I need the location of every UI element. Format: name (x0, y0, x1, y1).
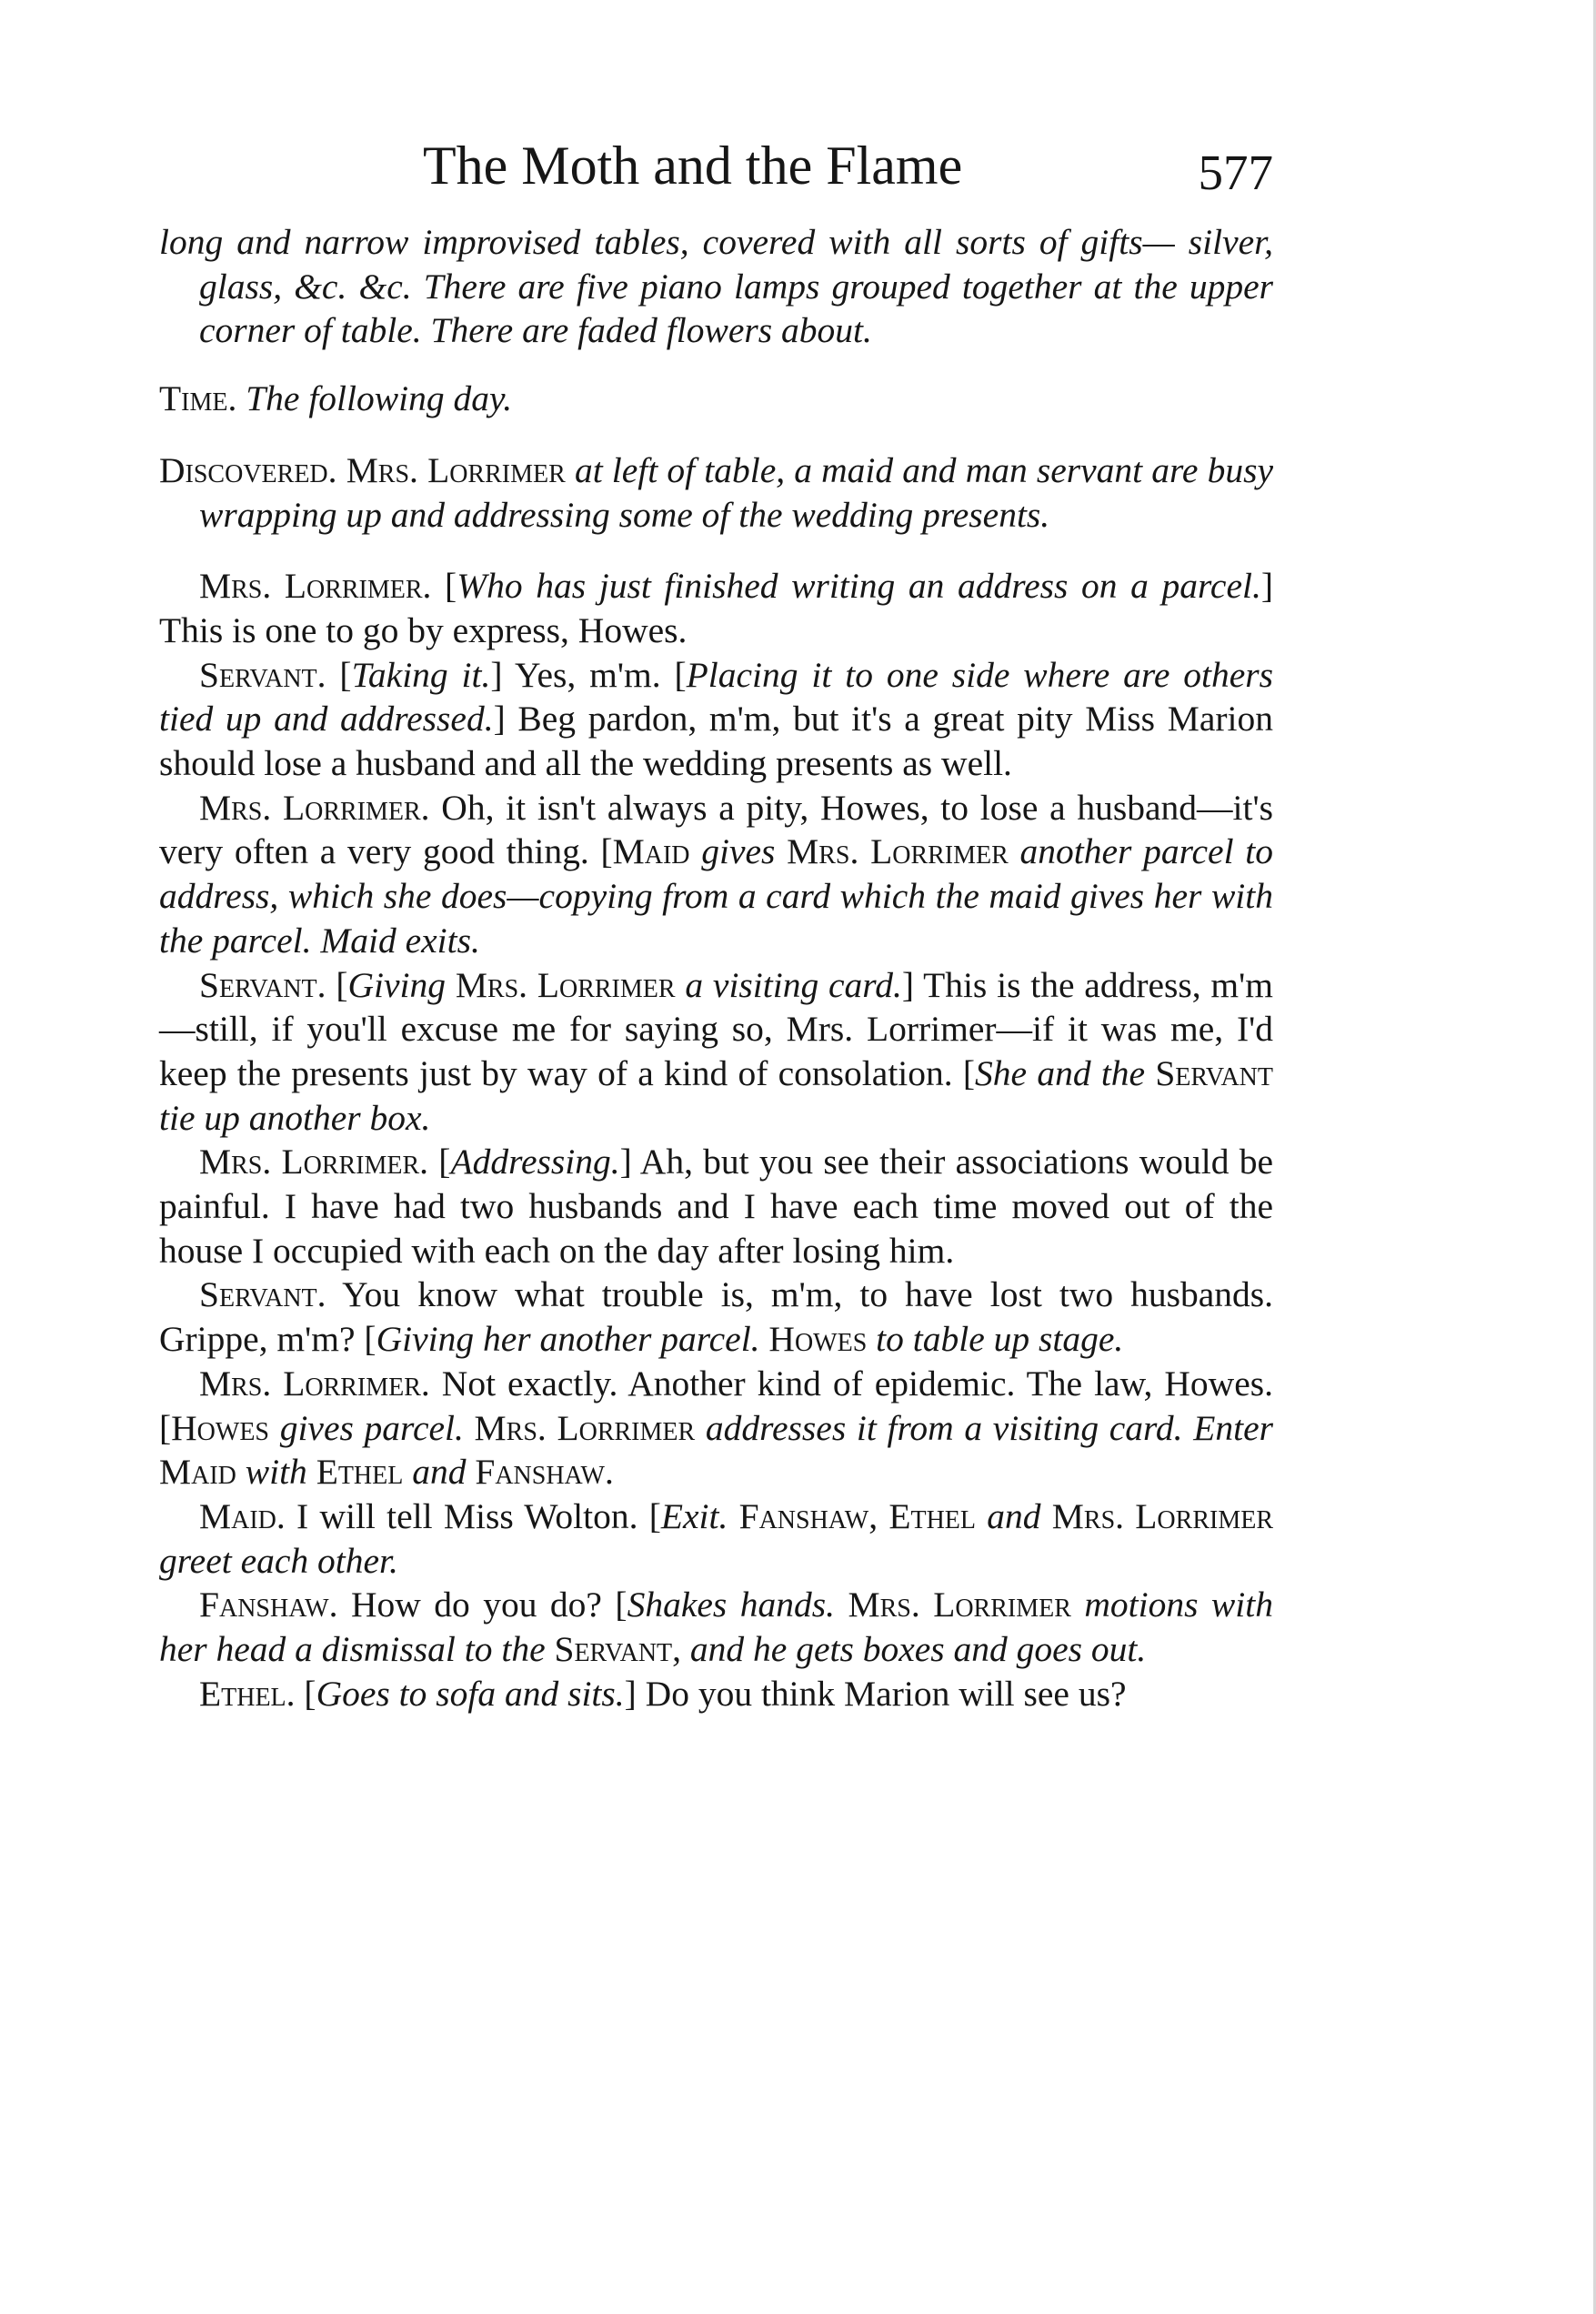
page-header (159, 129, 1273, 202)
speech-paragraph (159, 786, 1273, 963)
setting-line: at the upper corner of table. There are faded flowers about. (199, 266, 1273, 351)
stage-direction-text: and (976, 1495, 1041, 1536)
stage-direction-text: Exit. (660, 1495, 728, 1536)
dialogue-text: [ (326, 964, 348, 1005)
dialogue-text: You know what trouble is, m'm, to have lost two husbands. Grippe, m'm? [ (159, 1274, 1273, 1360)
stage-direction-text: Giving (347, 964, 447, 1005)
speech-paragraph (159, 1273, 1273, 1361)
dialogue-text: ] Do you think Marion will see us? (624, 1673, 1127, 1714)
speaker-or-character-name: Maid (159, 1452, 236, 1493)
page-number: 577 (1198, 145, 1273, 200)
speech-paragraph (159, 1362, 1273, 1494)
speech-paragraph (159, 1140, 1273, 1273)
speaker-or-character-name: Servant (1145, 1052, 1273, 1093)
speaker-or-character-name: Mrs. Lorrimer. (199, 1142, 429, 1182)
time-line (159, 377, 1273, 421)
stage-direction-text: Who has just finished writing an address on a parcel. (457, 566, 1261, 607)
time-label: Time. (159, 378, 237, 419)
stage-direction-text: with (236, 1452, 307, 1493)
dialogue-text: ] Beg pardon, m'm, but it's a great pity Miss Marion should lose a husband and all the wedding presents as well. (159, 699, 1273, 784)
stage-direction-text: and he gets boxes and goes out. (689, 1629, 1147, 1670)
stage-direction-text: a visiting card. (675, 964, 902, 1005)
stage-direction-text: tie up another box. (159, 1097, 431, 1138)
stage-direction-text: Shakes hands. (627, 1585, 835, 1625)
stage-direction-text: and (403, 1452, 467, 1493)
dialogue-text: ] Ah, but you see their associations would be painful. I have had two husbands and I have each time moved out of the house I occupied with each on the day after losing him. (159, 1142, 1273, 1271)
running-title: The Moth and the Flame (423, 136, 963, 196)
speaker-or-character-name: Servant. (199, 964, 326, 1005)
dialogue-text: [ (431, 566, 457, 607)
stage-direction-text: Goes to sofa and sits. (316, 1673, 625, 1714)
dialogue-text: [ (295, 1673, 316, 1714)
setting-line: long and narrow improvised tables, covered with all sorts of gifts— (159, 222, 1175, 262)
dialogue (159, 564, 1273, 1715)
discovered-label: Discovered. (159, 449, 337, 490)
discovered-name: Mrs. Lorrimer (346, 449, 566, 490)
speaker-or-character-name: Mrs. Lorrimer (1040, 1495, 1273, 1536)
speaker-or-character-name: Ethel. (199, 1673, 296, 1714)
speech-paragraph (159, 1494, 1273, 1583)
setting-line: silver, glass, &c. &c. There are five piano lamps grouped together (199, 222, 1274, 307)
stage-direction-text: Addressing. (450, 1142, 620, 1182)
speaker-or-character-name: Mrs. Lorrimer. (199, 1363, 430, 1403)
dialogue-text: Oh, it isn't always a pity, Howes, to lose a husband—it's very often a very good thing. [ (159, 787, 1273, 872)
speaker-or-character-name: Mrs. Lorrimer. (199, 566, 432, 607)
dialogue-text: [ (428, 1142, 451, 1182)
speaker-or-character-name: Maid (612, 831, 690, 872)
stage-direction-text: Taking it. (351, 654, 491, 695)
speaker-or-character-name: Mrs. Lorrimer (835, 1585, 1071, 1625)
dialogue-text: ] Yes, m'm. [ (490, 654, 687, 695)
discovered-text: at left of table, a maid and man servant are busy wrapping up and addressing some of the wedding presents. (199, 449, 1274, 535)
speaker-or-character-name: Howes (171, 1407, 270, 1448)
speech-paragraph (159, 1672, 1273, 1716)
speech-paragraph (159, 963, 1273, 1141)
speech-paragraph (159, 564, 1273, 652)
speaker-or-character-name: Fanshaw. (199, 1585, 338, 1625)
stage-direction-text: She and the (975, 1052, 1146, 1093)
speaker-or-character-name: Mrs. Lorrimer (446, 964, 676, 1005)
dialogue-text: ] This is one to go by express, Howes. (159, 566, 1273, 650)
speaker-or-character-name: Servant. (199, 654, 326, 695)
speaker-or-character-name: Maid. (199, 1495, 286, 1536)
dialogue-text: How do you do? [ (337, 1585, 627, 1625)
time-text: The following day. (246, 378, 513, 419)
speaker-or-character-name: Mrs. Lorrimer. (199, 787, 430, 828)
stage-direction-text: another parcel to address, which she does—copying from a card which the maid gives her with the parcel. Maid exits. (159, 831, 1274, 961)
body-text (159, 220, 1273, 1716)
stage-direction-text: gives (689, 831, 788, 872)
speaker-or-character-name: Fanshaw, Ethel (728, 1495, 977, 1536)
setting-description (159, 220, 1273, 353)
stage-direction-text: to table up stage. (867, 1319, 1124, 1360)
speaker-or-character-name: Servant. (199, 1274, 326, 1315)
stage-direction-text: addresses it from a visiting card. Enter (695, 1407, 1273, 1448)
speaker-or-character-name: Mrs. Lorrimer (463, 1407, 696, 1448)
dialogue-text: , (672, 1629, 690, 1670)
speaker-or-character-name: Mrs. Lorrimer (787, 831, 1009, 872)
stage-direction-text: Placing it to one side where are others tied up and addressed. (159, 654, 1273, 739)
discovered-line (159, 448, 1273, 537)
dialogue-text: [ (326, 654, 352, 695)
stage-direction-text: gives parcel. (269, 1407, 464, 1448)
dialogue-text: ] This is the address, m'm—still, if you'll excuse me for saying so, Mrs. Lorrimer—if it was me, I'd keep the presents just by way of a kind of consolation. [ (159, 964, 1273, 1093)
speech-paragraph (159, 1583, 1273, 1671)
stage-direction-text: greet each other. (159, 1540, 398, 1581)
stage-direction-text: motions with her head a dismissal to the (159, 1585, 1273, 1670)
speaker-or-character-name: Servant (545, 1629, 673, 1670)
dialogue-text: Not exactly. Another kind of epidemic. The law, Howes. [ (159, 1363, 1273, 1448)
stage-direction-text: Giving her another parcel. (376, 1319, 760, 1360)
dialogue-text: I will tell Miss Wolton. [ (285, 1495, 661, 1536)
speech-paragraph (159, 653, 1273, 786)
speaker-or-character-name: Howes (759, 1319, 868, 1360)
speaker-or-character-name: Ethel (306, 1452, 404, 1493)
speaker-or-character-name: Fanshaw. (466, 1452, 614, 1493)
